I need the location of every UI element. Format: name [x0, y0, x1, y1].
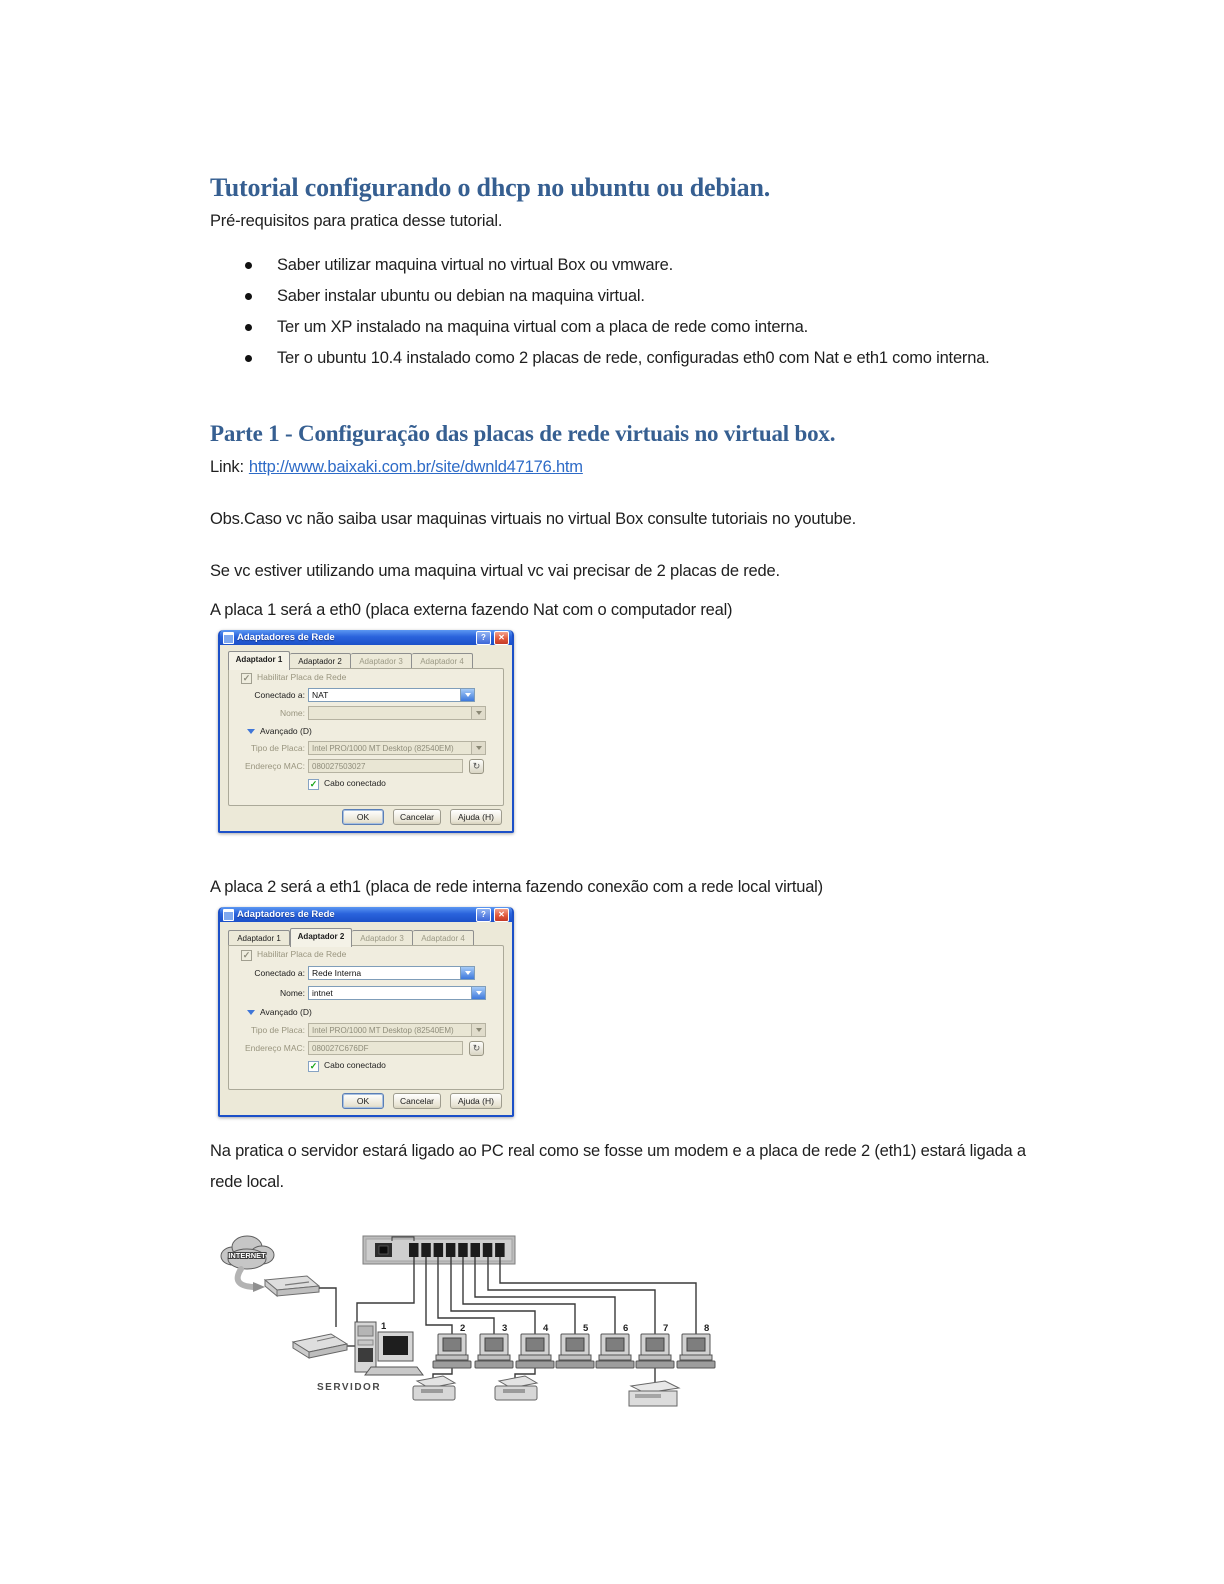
- pc-number: 4: [543, 1323, 549, 1334]
- network-adapters-dialog-1: [218, 630, 514, 833]
- dialog-titlebar[interactable]: [220, 907, 512, 922]
- pc-number: 6: [623, 1323, 629, 1334]
- tab-adaptador-4[interactable]: Adaptador 4: [413, 930, 474, 947]
- tab-adaptador-2[interactable]: Adaptador 2: [290, 653, 351, 670]
- tab-adaptador-1[interactable]: Adaptador 1: [228, 651, 290, 670]
- help-icon[interactable]: ?: [476, 631, 491, 645]
- cable-connected-label: Cabo conectado: [324, 778, 386, 788]
- adapter-type-value: Intel PRO/1000 MT Desktop (82540EM): [312, 743, 454, 753]
- sevc-paragraph: Se vc estiver utilizando uma maquina virtual vc vai precisar de 2 placas de rede.: [210, 562, 780, 580]
- list-item-text: Ter um XP instalado na maquina virtual com a placa de rede como interna.: [277, 318, 809, 336]
- dialog-title: Adaptadores de Rede: [237, 632, 335, 643]
- network-adapters-dialog-2: [218, 907, 514, 1117]
- name-value: intnet: [312, 988, 333, 998]
- connected-to-select[interactable]: [308, 688, 475, 702]
- adapter1-caption: A placa 1 será a eth0 (placa externa fazendo Nat com o computador real): [210, 601, 733, 619]
- prerequisite-list: [243, 250, 1033, 374]
- mac-value: 080027503027: [312, 761, 366, 771]
- connected-to-label: Conectado a:: [254, 968, 305, 978]
- laser-printer: [629, 1381, 679, 1406]
- dialog-buttons: [342, 809, 502, 825]
- enable-adapter-label: Habilitar Placa de Rede: [257, 672, 347, 682]
- adapter-tabs: [228, 651, 473, 668]
- chevron-down-icon[interactable]: [460, 689, 474, 701]
- adapter-type-label: Tipo de Placa:: [250, 1025, 305, 1035]
- chevron-down-icon: [471, 707, 485, 719]
- list-item: [243, 312, 1033, 343]
- advanced-label: Avançado (D): [260, 726, 312, 736]
- pratica-paragraph: Na pratica o servidor estará ligado ao PC real como se fosse um modem e a placa de rede 2 (eth1) estará ligada a rede local.: [210, 1142, 1026, 1191]
- tab-adaptador-3[interactable]: Adaptador 3: [352, 930, 413, 947]
- name-label: Nome:: [279, 988, 305, 998]
- subtitle: Pré-requisitos para pratica desse tutorial.: [210, 212, 503, 230]
- mac-label: Endereço MAC:: [245, 1043, 305, 1053]
- bullet-icon: [245, 355, 252, 362]
- pc-number: 2: [460, 1323, 466, 1334]
- mac-value: 080027C676DF: [312, 1043, 369, 1053]
- expander-triangle-icon: [247, 729, 255, 734]
- dialog-buttons: [342, 1093, 502, 1109]
- refresh-mac-icon[interactable]: ↻: [469, 759, 484, 774]
- multifunction-printer: [293, 1334, 347, 1358]
- mac-field[interactable]: [308, 759, 463, 773]
- bullet-icon: [245, 262, 252, 269]
- switch: [363, 1236, 515, 1264]
- expander-triangle-icon: [247, 1010, 255, 1015]
- pc-number: 3: [502, 1323, 508, 1334]
- tab-adaptador-4[interactable]: Adaptador 4: [412, 653, 473, 670]
- obs-paragraph: Obs.Caso vc não saiba usar maquinas virtuais no virtual Box consulte tutoriais no youtube.: [210, 510, 857, 528]
- pc-number: 5: [583, 1323, 589, 1334]
- cancel-button[interactable]: Cancelar: [393, 1093, 441, 1109]
- ok-button[interactable]: OK: [342, 809, 384, 825]
- adapter-type-select[interactable]: [308, 1023, 486, 1037]
- list-item: [243, 250, 1033, 281]
- cancel-button[interactable]: Cancelar: [393, 809, 441, 825]
- connected-to-label: Conectado a:: [254, 690, 305, 700]
- tutorial-link[interactable]: http://www.baixaki.com.br/site/dwnld47176.htm: [248, 458, 583, 476]
- refresh-mac-icon[interactable]: ↻: [469, 1041, 484, 1056]
- dialog-title: Adaptadores de Rede: [237, 909, 335, 920]
- advanced-expander[interactable]: [247, 726, 312, 736]
- adapter2-caption: A placa 2 será a eth1 (placa de rede interna fazendo conexão com a rede local virtual): [210, 878, 823, 896]
- close-icon[interactable]: ✕: [494, 631, 509, 645]
- modem: [265, 1276, 319, 1296]
- link-label: Link:: [210, 458, 244, 476]
- inkjet-printer: [413, 1376, 455, 1400]
- close-icon[interactable]: ✕: [494, 908, 509, 922]
- cable-connected-checkbox[interactable]: ✓: [309, 779, 318, 789]
- server-label: SERVIDOR: [317, 1382, 382, 1393]
- adapter-tab-page: [228, 945, 504, 1090]
- window-icon: [223, 909, 234, 921]
- mac-label: Endereço MAC:: [245, 761, 305, 771]
- bullet-icon: [245, 324, 252, 331]
- connected-to-value: NAT: [312, 690, 329, 700]
- advanced-expander[interactable]: [247, 1007, 312, 1017]
- modem-to-server-cable: [319, 1288, 336, 1327]
- page-title: Tutorial configurando o dhcp no ubuntu ou debian.: [210, 173, 771, 202]
- bullet-icon: [245, 293, 252, 300]
- window-icon: [223, 632, 234, 644]
- chevron-down-icon[interactable]: [460, 967, 474, 979]
- list-item-text: Saber instalar ubuntu ou debian na maquina virtual.: [277, 287, 645, 305]
- adapter-type-select[interactable]: [308, 741, 486, 755]
- chevron-down-icon: [471, 1024, 485, 1036]
- adapter-type-label: Tipo de Placa:: [250, 743, 305, 753]
- enable-adapter-checkbox[interactable]: ✓: [242, 950, 251, 960]
- connected-to-select[interactable]: [308, 966, 475, 980]
- internet-cloud: [221, 1236, 274, 1269]
- list-item-text: Ter o ubuntu 10.4 instalado como 2 placas de rede, configuradas eth0 com Nat e eth1 como interna.: [277, 349, 990, 367]
- name-select[interactable]: [308, 706, 486, 720]
- list-item-text: Saber utilizar maquina virtual no virtual Box ou vmware.: [277, 256, 673, 274]
- help-button[interactable]: Ajuda (H): [450, 809, 502, 825]
- list-item: [243, 343, 1033, 374]
- chevron-down-icon: [471, 742, 485, 754]
- section-heading: Parte 1 - Configuração das placas de rede virtuais no virtual box.: [210, 421, 836, 446]
- tab-adaptador-1[interactable]: Adaptador 1: [228, 930, 290, 947]
- mac-field[interactable]: [308, 1041, 463, 1055]
- adapter-tabs: [228, 928, 474, 945]
- enable-adapter-label: Habilitar Placa de Rede: [257, 949, 347, 959]
- link-line: [210, 458, 583, 477]
- ok-button[interactable]: OK: [342, 1093, 384, 1109]
- cable-connected-label: Cabo conectado: [324, 1060, 386, 1070]
- help-button[interactable]: Ajuda (H): [450, 1093, 502, 1109]
- dialog-titlebar[interactable]: [220, 630, 512, 645]
- server-number: 1: [381, 1321, 387, 1332]
- tab-adaptador-3[interactable]: Adaptador 3: [351, 653, 412, 670]
- tab-adaptador-2[interactable]: Adaptador 2: [290, 928, 352, 947]
- connected-to-value: Rede Interna: [312, 968, 362, 978]
- list-item: [243, 281, 1033, 312]
- adapter-type-value: Intel PRO/1000 MT Desktop (82540EM): [312, 1025, 454, 1035]
- cable-connected-checkbox[interactable]: ✓: [309, 1061, 318, 1071]
- adapter-tab-page: [228, 668, 504, 806]
- pc-number: 8: [704, 1323, 710, 1334]
- help-icon[interactable]: ?: [476, 908, 491, 922]
- advanced-label: Avançado (D): [260, 1007, 312, 1017]
- pc-number: 7: [663, 1323, 669, 1334]
- enable-adapter-checkbox[interactable]: ✓: [242, 673, 251, 683]
- inkjet-printer: [495, 1376, 537, 1400]
- name-label: Nome:: [279, 708, 305, 718]
- internet-arrow: [238, 1269, 253, 1287]
- server: [317, 1321, 423, 1393]
- arrowhead-icon: [253, 1282, 265, 1292]
- name-select[interactable]: [308, 986, 486, 1000]
- internet-label: INTERNET: [228, 1251, 266, 1260]
- chevron-down-icon[interactable]: [471, 987, 485, 999]
- network-diagram: [205, 1228, 710, 1428]
